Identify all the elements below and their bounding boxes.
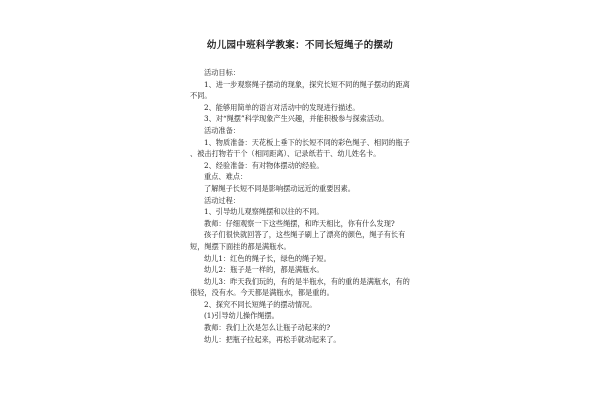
- body-line: 很轻，没有水。今天都是满瓶水，都是重的。: [190, 288, 334, 298]
- body-line: 教师：仔细观察一下这些绳摆，和昨天相比，你有什么发现?: [204, 218, 395, 228]
- body-line: 1、物质准备：天花板上垂下的长短不同的彩色绳子、相同的瓶子: [204, 137, 410, 147]
- document-title: 幼儿园中班科学教案：不同长短绳子的摆动: [206, 40, 394, 51]
- body-line: 1、进一步观察绳子摆动的现象，探究长短不同的绳子摆动的距离: [204, 79, 410, 89]
- body-line: 活动目标：: [204, 68, 240, 77]
- body-line: 重点、难点：: [204, 172, 248, 182]
- body-line: 2、探究不同长短绳子的摆动情况。: [204, 299, 317, 309]
- body-line: 幼儿2：瓶子是一样的，都是满瓶水。: [204, 265, 324, 275]
- body-line: 不同。: [190, 91, 212, 101]
- body-line: 短，绳摆下面挂的都是满瓶水。: [190, 241, 291, 251]
- body-line: 、被击打物若干个（相同距离）、记录纸若干、幼儿姓名卡。: [190, 149, 381, 159]
- document-body: [190, 67, 418, 345]
- body-line: (1)引导幼儿操作绳摆。: [204, 311, 279, 321]
- body-line: 孩子们很快就回答了，这些绳子刷上了漂亮的颜色，绳子有长有: [204, 230, 406, 240]
- body-line: 了解绳子长短不同是影响摆动远近的重要因素。: [204, 183, 355, 193]
- body-line: 幼儿3：昨天我们玩的，有的是半瓶水，有的重的是满瓶水，有的: [204, 276, 410, 286]
- body-line: 3、对“绳摆”科学现象产生兴趣，并能积极参与探索活动。: [204, 114, 389, 124]
- body-line: 活动过程：: [204, 195, 240, 205]
- body-line: 活动准备：: [204, 125, 240, 135]
- body-line: 幼儿：把瓶子拉起来，再松手就动起来了。: [204, 334, 341, 344]
- body-line: 2、能够用简单的语言对活动中的发现进行描述。: [204, 102, 360, 112]
- body-line: 2、经验准备：有对物体摆动的经验。: [204, 160, 324, 170]
- body-line: 教师：我们上次是怎么让瓶子动起来的?: [204, 323, 331, 333]
- body-line: 1、引导幼儿观察绳摆和以往的不同。: [204, 207, 324, 217]
- body-line: 幼儿1：红色的绳子长，绿色的绳子短。: [204, 253, 331, 263]
